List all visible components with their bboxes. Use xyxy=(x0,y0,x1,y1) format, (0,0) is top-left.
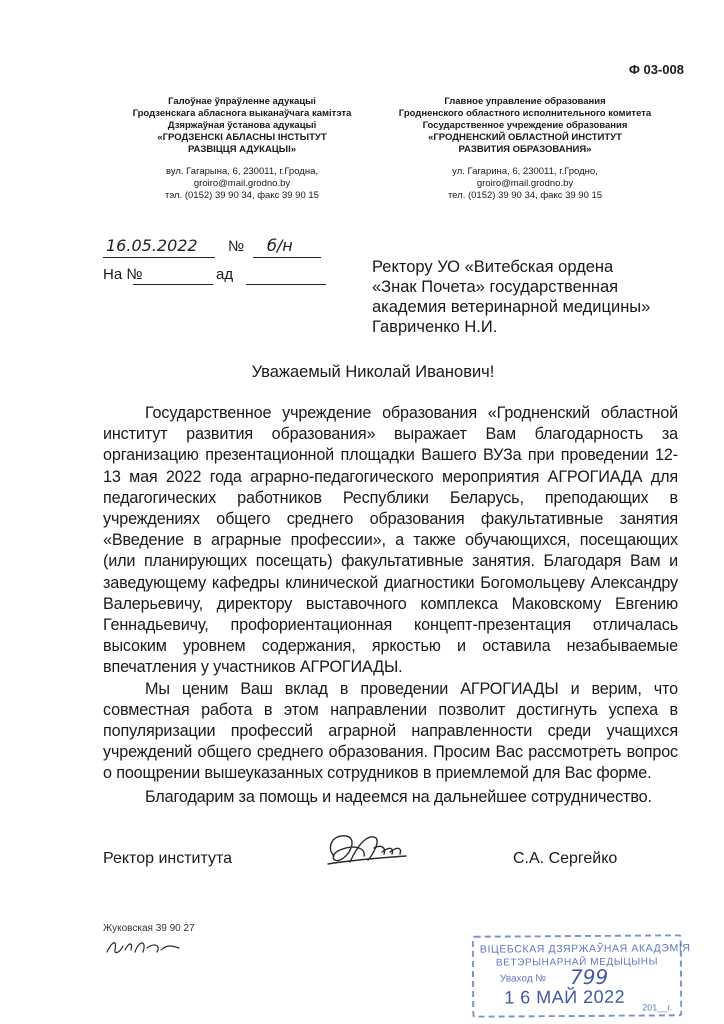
letter-body xyxy=(103,403,678,808)
date-underline xyxy=(103,257,215,258)
registration-stamp xyxy=(472,934,691,1017)
stamp-year: 201__г. xyxy=(642,1002,672,1013)
letterhead-line: Гродненского областного исполнительного комитета xyxy=(398,108,652,119)
addressee-block xyxy=(372,257,672,337)
reference-underline xyxy=(246,284,326,285)
letterhead-line: Галоўнае ўпраўленне адукацыі xyxy=(168,96,316,107)
executor-info: Жуковская 39 90 27 xyxy=(103,923,195,934)
addressee-line: Гавриченко Н.И. xyxy=(372,318,498,336)
stamp-line: ВІЦЕБСКАЯ ДЗЯРЖАЎНАЯ АКАДЭМІЯ xyxy=(479,942,691,956)
stamp-line: ВЕТЭРЫНАРНАЙ МЕДЫЦЫНЫ xyxy=(495,956,659,969)
letterhead-line: «ГРОДЗЕНСКІ АБЛАСНЫ ІНСТЫТУТ xyxy=(157,132,327,143)
rector-signature xyxy=(320,826,410,874)
letterhead-line: Главное управление образования xyxy=(444,96,606,107)
reference-line xyxy=(103,266,333,290)
letterhead-line: РАЗВИТИЯ ОБРАЗОВАНИЯ» xyxy=(458,144,592,155)
letterhead-line: Гродзенскага абласнога выканаўчага камітэта xyxy=(132,108,352,119)
letterhead-line: РАЗВІЦЦЯ АДУКАЦЫІ» xyxy=(188,144,296,155)
outgoing-date-number xyxy=(103,236,333,262)
letterhead-line: Государственное учреждение образования xyxy=(422,120,628,131)
addressee-line: «Знак Почета» государственная xyxy=(372,278,619,296)
letterhead-email: groiro@mail.grodno.by xyxy=(193,178,291,189)
stamp-reg-label: Уваход № xyxy=(499,973,547,985)
outgoing-number: б/н xyxy=(267,236,293,255)
letterhead-russian xyxy=(395,96,655,202)
letterhead-line: Дзяржаўная ўстанова адукацыі xyxy=(167,120,317,131)
number-sign: № xyxy=(228,238,245,255)
signatory-title: Ректор института xyxy=(103,850,233,867)
salutation: Уважаемый Николай Иванович! xyxy=(251,363,495,381)
letterhead-address: вул. Гагарына, 6, 230011, г.Гродна, xyxy=(165,166,319,177)
letterhead-line: «ГРОДНЕНСКИЙ ОБЛАСТНОЙ ИНСТИТУТ xyxy=(428,132,622,143)
letterhead-email: groiro@mail.grodno.by xyxy=(476,178,574,189)
letterhead-phone: тэл. (0152) 39 90 34, факс 39 90 15 xyxy=(165,190,319,201)
addressee-line: Ректору УО «Витебская ордена xyxy=(372,258,614,276)
executor-signature xyxy=(103,934,183,960)
stamp-date: 1 6 МАЙ 2022 xyxy=(504,986,626,1008)
body-paragraph: Государственное учреждение образования «Гродненский областной институт развития образования» выражает Вам благодарность за организацию презентационной площадки Вашего ВУЗа при проведении 12-13 мая 2022 года аграрно-педагогического мероприятия АГРОГИАДА для педагогических работников Республики Беларусь, преподающих в учреждениях общего среднего образования факультативные занятия «Введение в аграрные профессии», а также обучающихся, посещающих (или планирующих посещать) факультативные занятия. Благодаря Вам и заведующему кафедры клинической диагностики Богомольцеву Александру Валерьевичу, директору выставочного комплекса Маковскому Евгению Геннадьевичу, профориентационная концепт-презентация отличалась высоким уровнем содержания, яркостью и оставила незабываемые впечатления у участников АГРОГИАДЫ. xyxy=(103,404,678,677)
letterhead-address: ул. Гагарина, 6, 230011, г.Гродно, xyxy=(452,166,598,177)
form-code: Ф 03-008 xyxy=(628,62,684,77)
letterhead-phone: тел. (0152) 39 90 34, факс 39 90 15 xyxy=(447,190,603,201)
reference-underline xyxy=(133,284,213,285)
body-paragraph: Мы ценим Ваш вклад в проведении АГРОГИАДЫ и верим, что совместная работа в этом направлении позволит достигнуть успеха в популяризации профессий аграрной направленности среди учащихся учреждений общего среднего образования. Просим Вас рассмотреть вопрос о поощрении вышеуказанных сотрудников в приемлемой для Вас форме. xyxy=(103,679,678,783)
letterhead-belarusian xyxy=(112,96,372,202)
addressee-line: академия ветеринарной медицины» xyxy=(372,298,651,316)
number-underline xyxy=(253,257,321,258)
reference-label: На № xyxy=(103,266,143,283)
signatory-name: С.А. Сергейко xyxy=(513,850,618,867)
outgoing-date: 16.05.2022 xyxy=(106,236,198,255)
stamp-reg-number: 799 xyxy=(569,964,609,990)
body-paragraph: Благодарим за помощь и надеемся на дальнейшее сотрудничество. xyxy=(145,787,652,806)
reference-ad: ад xyxy=(216,266,234,283)
